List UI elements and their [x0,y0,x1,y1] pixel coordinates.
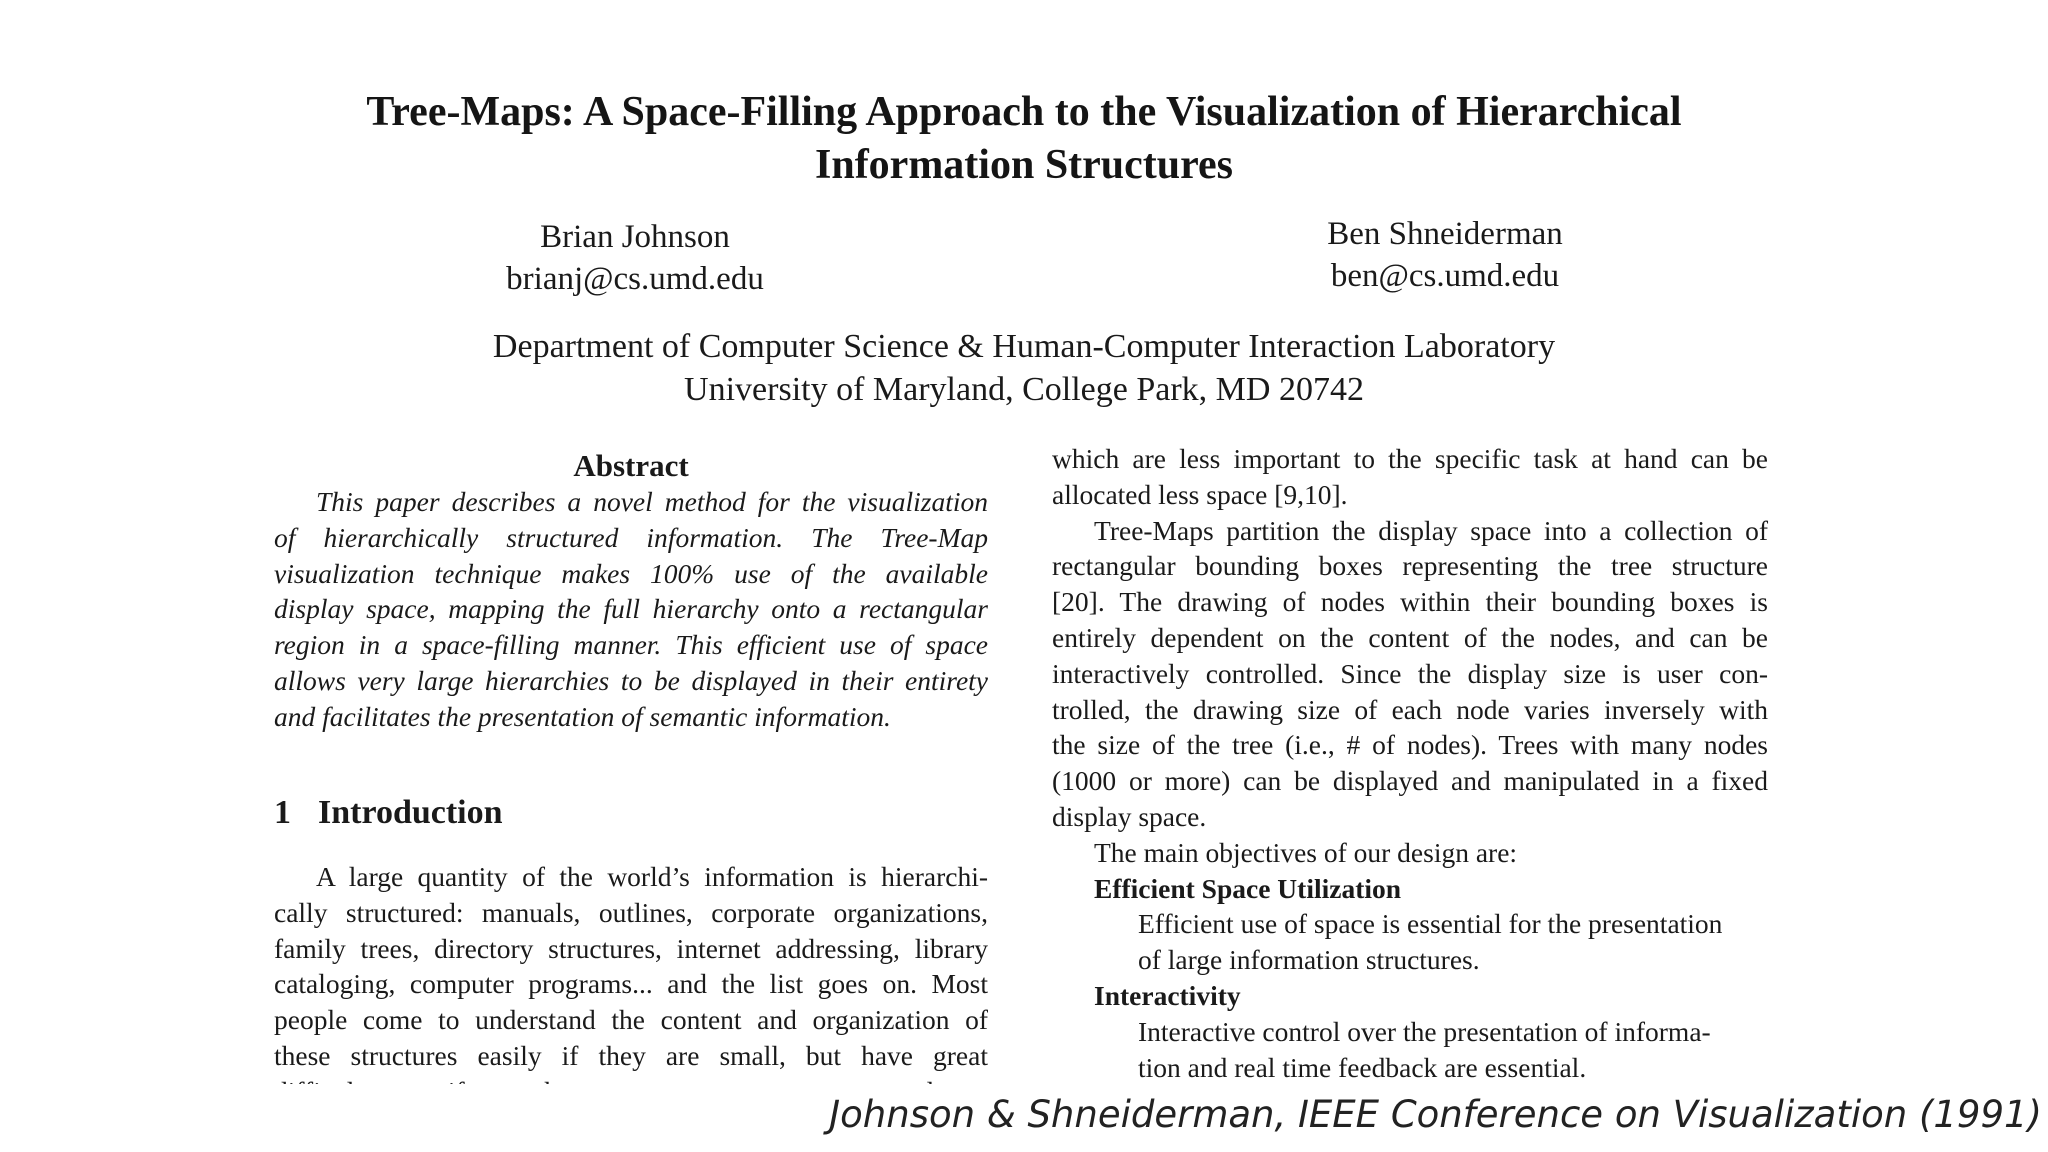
abstract-line: of hierarchically structured information. The Tree-Map [274,521,988,553]
author-block-2 [1235,213,1655,297]
body-line: Interactive control over the presentation of informa- [1138,1015,1711,1047]
body-line: of large information structures. [1138,944,1480,976]
body-line: Tree-Maps partition the display space into a collection of [1094,514,1768,546]
introduction-body [274,859,988,1093]
abstract-line: visualization technique makes 100% use of the available [274,557,988,589]
abstract-line: display space, mapping the full hierarchy onto a rectangular [274,593,988,625]
citation-caption: Johnson & Shneiderman, IEEE Conference on Visualization (1991) [829,1093,2042,1136]
abstract-line: This paper describes a novel method for the visualization [316,486,988,517]
body-line: entirely dependent on the content of the nodes, and can be [1052,621,1768,653]
body-line: which are less important to the specific task at hand can be [1052,443,1768,474]
body-line: trolled, the drawing size of each node varies inversely with [1052,693,1768,725]
affiliation-line2: University of Maryland, College Park, MD 20742 [684,371,1364,408]
author-name: Brian Johnson [540,219,730,255]
author-email: ben@cs.umd.edu [1330,258,1560,294]
objective-title: Efficient Space Utilization [1094,872,1402,904]
abstract-heading: Abstract [573,448,689,483]
body-line: the size of the tree (i.e., # of nodes). Trees with many nodes [1052,729,1768,761]
section-title: Introduction [318,794,503,831]
author-block-1 [440,216,830,300]
author-email: brianj@cs.umd.edu [506,261,764,297]
intro-line: A large quantity of the world’s information is hierarchi- [316,861,988,892]
body-line: allocated less space [9,10]. [1052,478,1348,510]
intro-line: these structures easily if they are small, but have great [274,1039,988,1071]
objective-title: Interactivity [1094,979,1241,1011]
paper-title-line2: Information Structures [814,142,1234,188]
body-line: rectangular bounding boxes representing the tree structure [1052,550,1768,582]
abstract-line: region in a space-filling manner. This efficient use of space [274,629,988,661]
body-line: display space. [1052,800,1207,832]
abstract-body [274,484,988,735]
right-column [1052,441,1768,1085]
section-heading-introduction [274,792,503,834]
intro-line: family trees, directory structures, internet addressing, library [274,932,988,964]
objective-description [1052,1014,1768,1086]
intro-line: cally structured: manuals, outlines, corporate organizations, [274,896,988,928]
paper-title-line1: Tree-Maps: A Space-Filling Approach to the Visualization of Hierarchical [366,89,1682,135]
section-number: 1 [274,794,291,831]
author-name: Ben Shneiderman [1327,216,1563,252]
objectives-intro: The main objectives of our design are: [1094,836,1518,868]
affiliation-line1: Department of Computer Science & Human-Computer Interaction Laboratory [492,328,1556,365]
objective-description [1052,906,1768,978]
body-line: [20]. The drawing of nodes within their bounding boxes is [1052,586,1768,618]
abstract-line: and facilitates the presentation of semantic information. [274,700,891,732]
intro-line: cataloging, computer programs... and the list goes on. Most [274,968,988,1000]
body-line: interactively controlled. Since the display size is user con- [1052,657,1768,689]
body-line: Efficient use of space is essential for the presentation [1138,908,1723,940]
intro-line: people come to understand the content and organization of [274,1004,988,1036]
body-line: tion and real time feedback are essential. [1138,1051,1587,1083]
abstract-line: allows very large hierarchies to be displayed in their entirety [274,664,988,696]
body-line: (1000 or more) can be displayed and manipulated in a fixed [1052,765,1768,797]
